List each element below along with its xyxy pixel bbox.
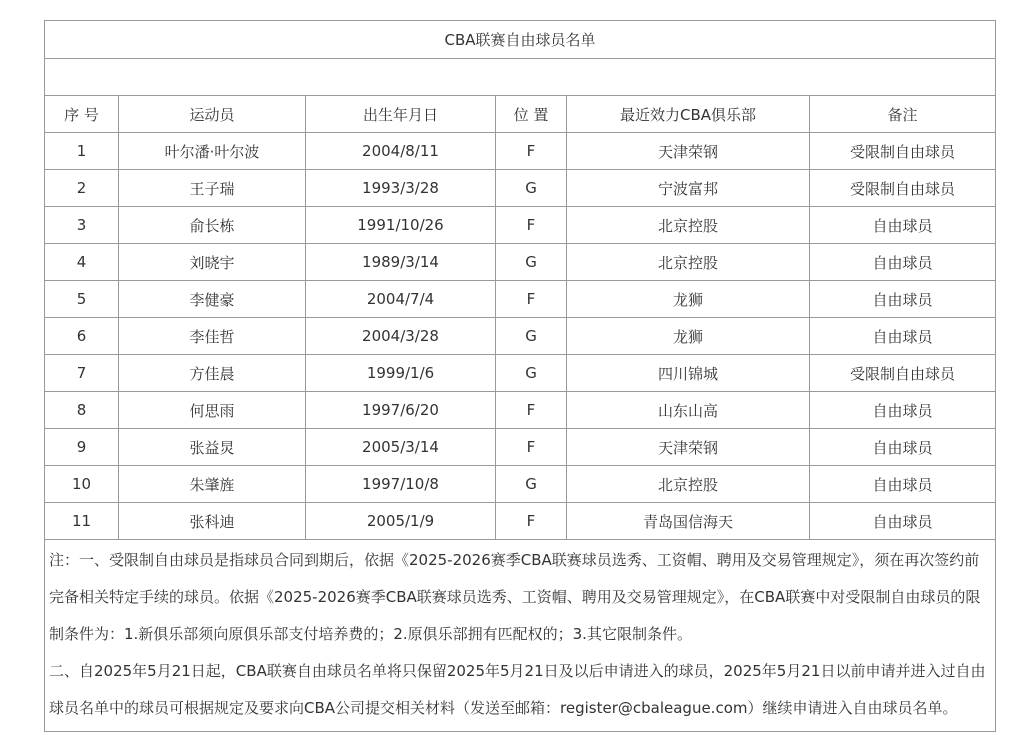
cell-player: 李健豪 (119, 281, 306, 318)
cell-club: 龙狮 (567, 318, 810, 355)
cell-club: 天津荣钢 (567, 429, 810, 466)
table-row (45, 207, 996, 244)
cell-player: 李佳哲 (119, 318, 306, 355)
table-title: CBA联赛自由球员名单 (45, 21, 996, 59)
cell-birthdate: 2005/1/9 (306, 503, 496, 540)
cell-remark: 自由球员 (810, 429, 996, 466)
cell-club: 宁波富邦 (567, 170, 810, 207)
cell-player: 王子瑞 (119, 170, 306, 207)
table-row (45, 281, 996, 318)
cell-index: 2 (45, 170, 119, 207)
table-row (45, 170, 996, 207)
cell-position: G (496, 466, 567, 503)
cell-birthdate: 1993/3/28 (306, 170, 496, 207)
cell-birthdate: 1999/1/6 (306, 355, 496, 392)
column-header: 备注 (810, 96, 996, 133)
cell-index: 11 (45, 503, 119, 540)
notes-cell (45, 540, 996, 732)
cell-player: 俞长栋 (119, 207, 306, 244)
cell-player: 张科迪 (119, 503, 306, 540)
column-header: 最近效力CBA俱乐部 (567, 96, 810, 133)
cell-position: F (496, 503, 567, 540)
cell-position: G (496, 170, 567, 207)
cell-birthdate: 2004/3/28 (306, 318, 496, 355)
table-row (45, 392, 996, 429)
table-row (45, 466, 996, 503)
cell-remark: 自由球员 (810, 503, 996, 540)
cell-position: F (496, 207, 567, 244)
cell-birthdate: 2004/7/4 (306, 281, 496, 318)
column-header: 运动员 (119, 96, 306, 133)
blank-cell (45, 59, 996, 96)
table-row (45, 429, 996, 466)
cell-club: 青岛国信海天 (567, 503, 810, 540)
cell-birthdate: 1991/10/26 (306, 207, 496, 244)
table-row (45, 244, 996, 281)
header-row (45, 96, 996, 133)
cell-index: 5 (45, 281, 119, 318)
cell-remark: 自由球员 (810, 207, 996, 244)
cell-remark: 受限制自由球员 (810, 355, 996, 392)
cell-player: 何思雨 (119, 392, 306, 429)
free-agent-table (44, 20, 996, 732)
cell-index: 7 (45, 355, 119, 392)
column-header: 出生年月日 (306, 96, 496, 133)
column-header: 位 置 (496, 96, 567, 133)
cell-club: 山东山高 (567, 392, 810, 429)
cell-player: 张益炅 (119, 429, 306, 466)
cell-birthdate: 1989/3/14 (306, 244, 496, 281)
cell-position: F (496, 133, 567, 170)
note-paragraph-1: 注：一、受限制自由球员是指球员合同到期后，依据《2025-2026赛季CBA联赛球员选秀、工资帽、聘用及交易管理规定》，须在再次签约前完备相关特定手续的球员。依据《2025-2026赛季CBA联赛球员选秀、工资帽、聘用及交易管理规定》，在CBA联赛中对受限制自由球员的限制条件为：1.新俱乐部须向原俱乐部支付培养费的；2.原俱乐部拥有匹配权的；3.其它限制条件。 (49, 551, 981, 643)
cell-position: F (496, 392, 567, 429)
cell-club: 四川锦城 (567, 355, 810, 392)
cell-position: F (496, 281, 567, 318)
cell-birthdate: 2004/8/11 (306, 133, 496, 170)
cell-club: 龙狮 (567, 281, 810, 318)
cell-remark: 受限制自由球员 (810, 133, 996, 170)
cell-club: 天津荣钢 (567, 133, 810, 170)
title-row (45, 21, 996, 59)
note-paragraph-2: 二、自2025年5月21日起，CBA联赛自由球员名单将只保留2025年5月21日及以后申请进入的球员，2025年5月21日以前申请并进入过自由球员名单中的球员可根据规定及要求向CBA公司提交相关材料（发送至邮箱：register@cbaleague.com）继续申请进入自由球员名单。 (49, 662, 986, 717)
cell-player: 刘晓宇 (119, 244, 306, 281)
cell-birthdate: 1997/10/8 (306, 466, 496, 503)
cell-club: 北京控股 (567, 466, 810, 503)
cell-remark: 自由球员 (810, 318, 996, 355)
cell-index: 10 (45, 466, 119, 503)
cell-player: 叶尔潘·叶尔波 (119, 133, 306, 170)
cell-player: 朱肇旌 (119, 466, 306, 503)
cell-position: G (496, 318, 567, 355)
cell-birthdate: 2005/3/14 (306, 429, 496, 466)
column-header: 序 号 (45, 96, 119, 133)
cell-remark: 自由球员 (810, 244, 996, 281)
cell-club: 北京控股 (567, 244, 810, 281)
cell-remark: 自由球员 (810, 392, 996, 429)
cell-index: 9 (45, 429, 119, 466)
table-row (45, 355, 996, 392)
cell-remark: 受限制自由球员 (810, 170, 996, 207)
cell-position: F (496, 429, 567, 466)
cell-club: 北京控股 (567, 207, 810, 244)
table-row (45, 318, 996, 355)
cell-position: G (496, 355, 567, 392)
cell-index: 4 (45, 244, 119, 281)
cell-index: 3 (45, 207, 119, 244)
cell-birthdate: 1997/6/20 (306, 392, 496, 429)
cell-remark: 自由球员 (810, 466, 996, 503)
cell-player: 方佳晨 (119, 355, 306, 392)
cell-index: 8 (45, 392, 119, 429)
table-row (45, 133, 996, 170)
cell-position: G (496, 244, 567, 281)
notes-row (45, 540, 996, 732)
cell-index: 1 (45, 133, 119, 170)
cell-index: 6 (45, 318, 119, 355)
blank-row (45, 59, 996, 96)
table-row (45, 503, 996, 540)
cell-remark: 自由球员 (810, 281, 996, 318)
